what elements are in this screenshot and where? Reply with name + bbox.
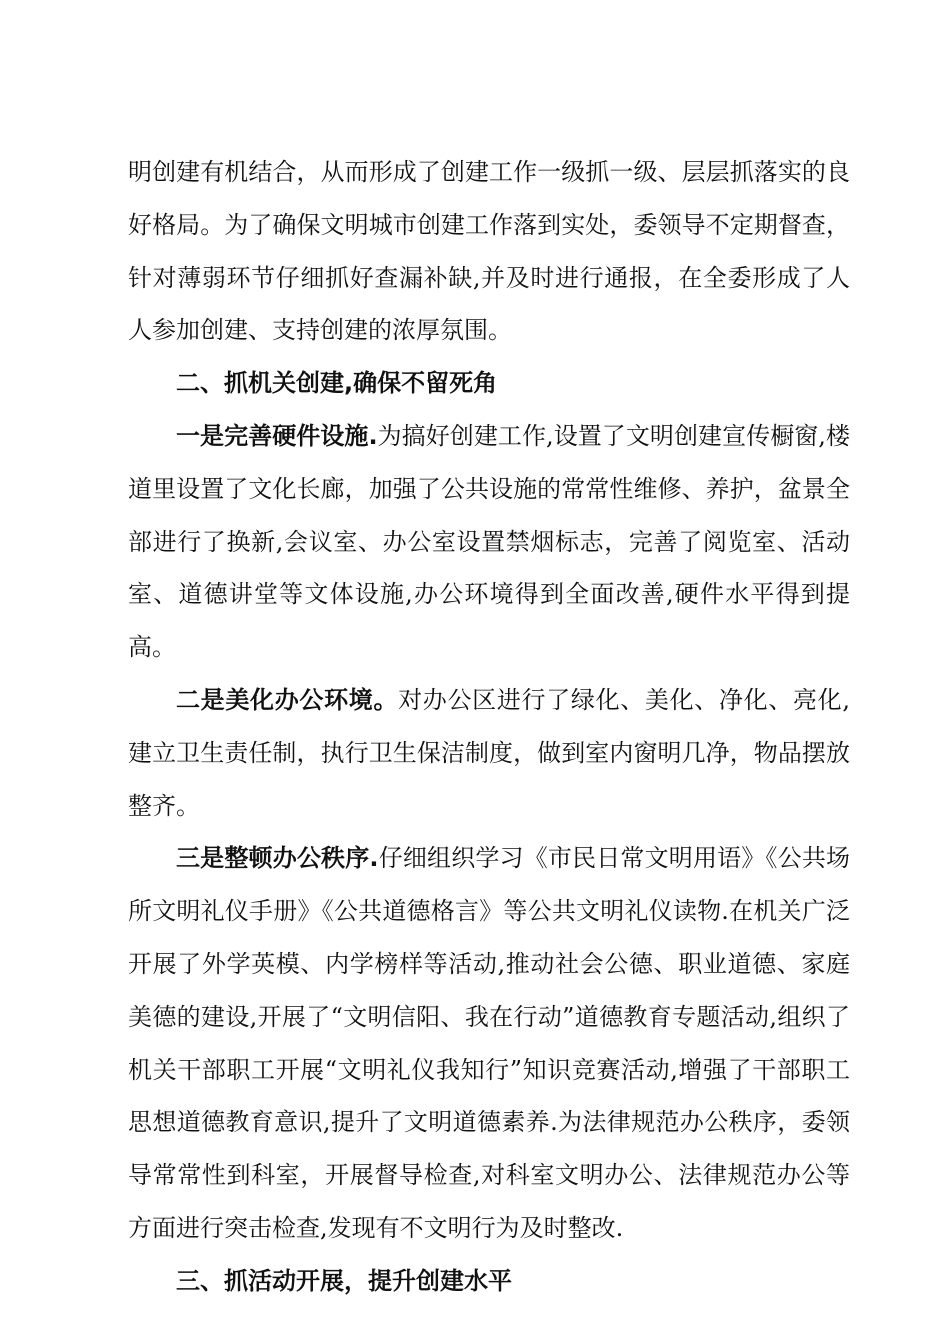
item-paragraph-1 <box>128 410 850 674</box>
document-page <box>128 146 850 1308</box>
item-body-2: 对办公区进行了绿化、美化、净化、亮化,建立卫生责任制，执行卫生保洁制度，做到室内窗明几净，物品摆放整齐。 <box>128 685 850 820</box>
intro-paragraph: 明创建有机结合，从而形成了创建工作一级抓一级、层层抓落实的良好格局。为了确保文明城市创建工作落到实处，委领导不定期督查，针对薄弱环节仔细抓好查漏补缺,并及时进行通报，在全委形成了人人参加创建、支持创建的浓厚氛围。 <box>128 158 850 345</box>
item-body-3: 仔细组织学习《市民日常文明用语》《公共场所文明礼仪手册》《公共道德格言》等公共文明礼仪读物.在机关广泛开展了外学英模、内学榜样等活动,推动社会公德、职业道德、家庭美德的建设,开展了“文明信阳、我在行动”道德教育专题活动,组织了机关干部职工开展“文明礼仪我知行”知识竞赛活动,增强了干部职工思想道德教育意识,提升了文明道德素养.为法律规范办公秩序，委领导常常性到科室，开展督导检查,对科室文明办公、法律规范办公等方面进行突击检查,发现有不文明行为及时整改. <box>128 844 850 1242</box>
item-lead-3: 三是整顿办公秩序. <box>176 844 379 873</box>
item-lead-1: 一是完善硬件设施. <box>176 421 378 450</box>
item-paragraph-3 <box>128 832 850 1254</box>
item-lead-2: 二是美化办公环境。 <box>176 685 399 714</box>
section-heading-3: 三、抓活动开展，提升创建水平 <box>176 1266 512 1295</box>
section-heading-2: 二、抓机关创建,确保不留死角 <box>176 369 498 398</box>
item-paragraph-2 <box>128 674 850 832</box>
item-body-1: 为搞好创建工作,设置了文明创建宣传橱窗,楼道里设置了文化长廊，加强了公共设施的常常性维修、养护，盆景全部进行了换新,会议室、办公室设置禁烟标志，完善了阅览室、活动室、道德讲堂等文体设施,办公环境得到全面改善,硬件水平得到提高。 <box>128 421 850 662</box>
